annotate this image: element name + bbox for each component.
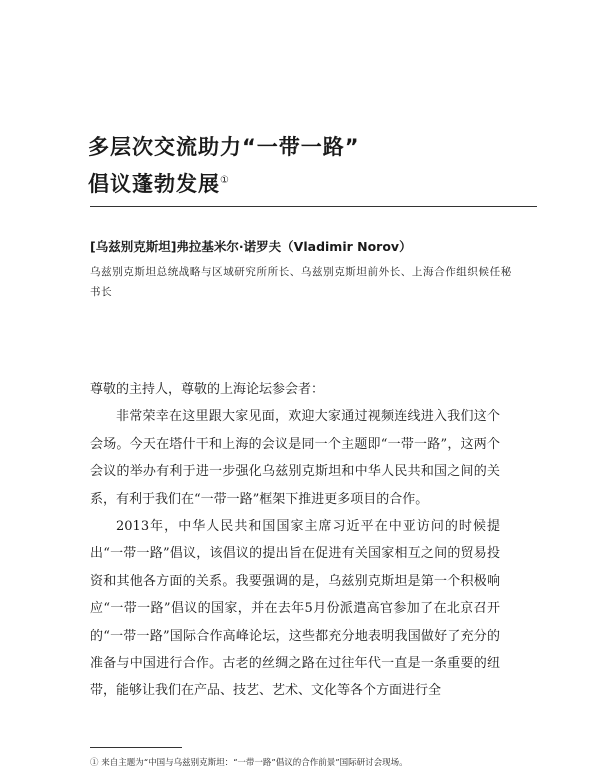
title-divider	[90, 206, 537, 207]
footnote-text: 来自主题为“中国与乌兹别克斯坦：“一带一路”倡议的合作前景”国际研讨会现场。	[101, 758, 408, 768]
article-title-line-2	[88, 164, 518, 201]
footnote-divider	[90, 747, 182, 748]
footnote	[90, 756, 520, 768]
salutation: 尊敬的主持人，尊敬的上海论坛参会者：	[90, 382, 325, 397]
article-title	[88, 131, 518, 201]
author-line: [乌兹别克斯坦]弗拉基米尔·诺罗夫（Vladimir Norov）	[90, 239, 412, 254]
author-affiliation: 乌兹别克斯坦总统战略与区域研究所所长、乌兹别克斯坦前外长、上海合作组织候任秘书长	[90, 266, 512, 298]
article-title-line-1: 多层次交流助力“一带一路”	[88, 135, 360, 159]
footnote-mark: ①	[90, 758, 99, 768]
article-title-line-2-text: 倡议蓬勃发展	[88, 172, 220, 196]
article-body	[90, 376, 500, 705]
body-paragraph-2: 2013年，中华人民共和国国家主席习近平在中亚访问的时候提出“一带一路”倡议，该倡议的提出旨在促进有关国家相互之间的贸易投资和其他各方面的关系。我要强调的是，乌兹别克斯坦是第一个积极响应“一带一路”倡议的国家，并在去年5月份派遣高官参加了在北京召开的“一带一路”国际合作高峰论坛，这些都充分地表明我国做好了充分的准备与中国进行合作。古老的丝绸之路在过往年代一直是一条重要的纽带，能够让我们在产品、技艺、艺术、文化等各个方面进行全	[90, 519, 500, 699]
body-paragraph-1: 非常荣幸在这里跟大家见面，欢迎大家通过视频连线进入我们这个会场。今天在塔什干和上海的会议是同一个主题即“一带一路”，这两个会议的举办有利于进一步强化乌兹别克斯坦和中华人民共和国之间的关系，有利于我们在“一带一路”框架下推进更多项目的合作。	[90, 409, 500, 507]
title-footnote-mark[interactable]: ①	[220, 175, 230, 186]
